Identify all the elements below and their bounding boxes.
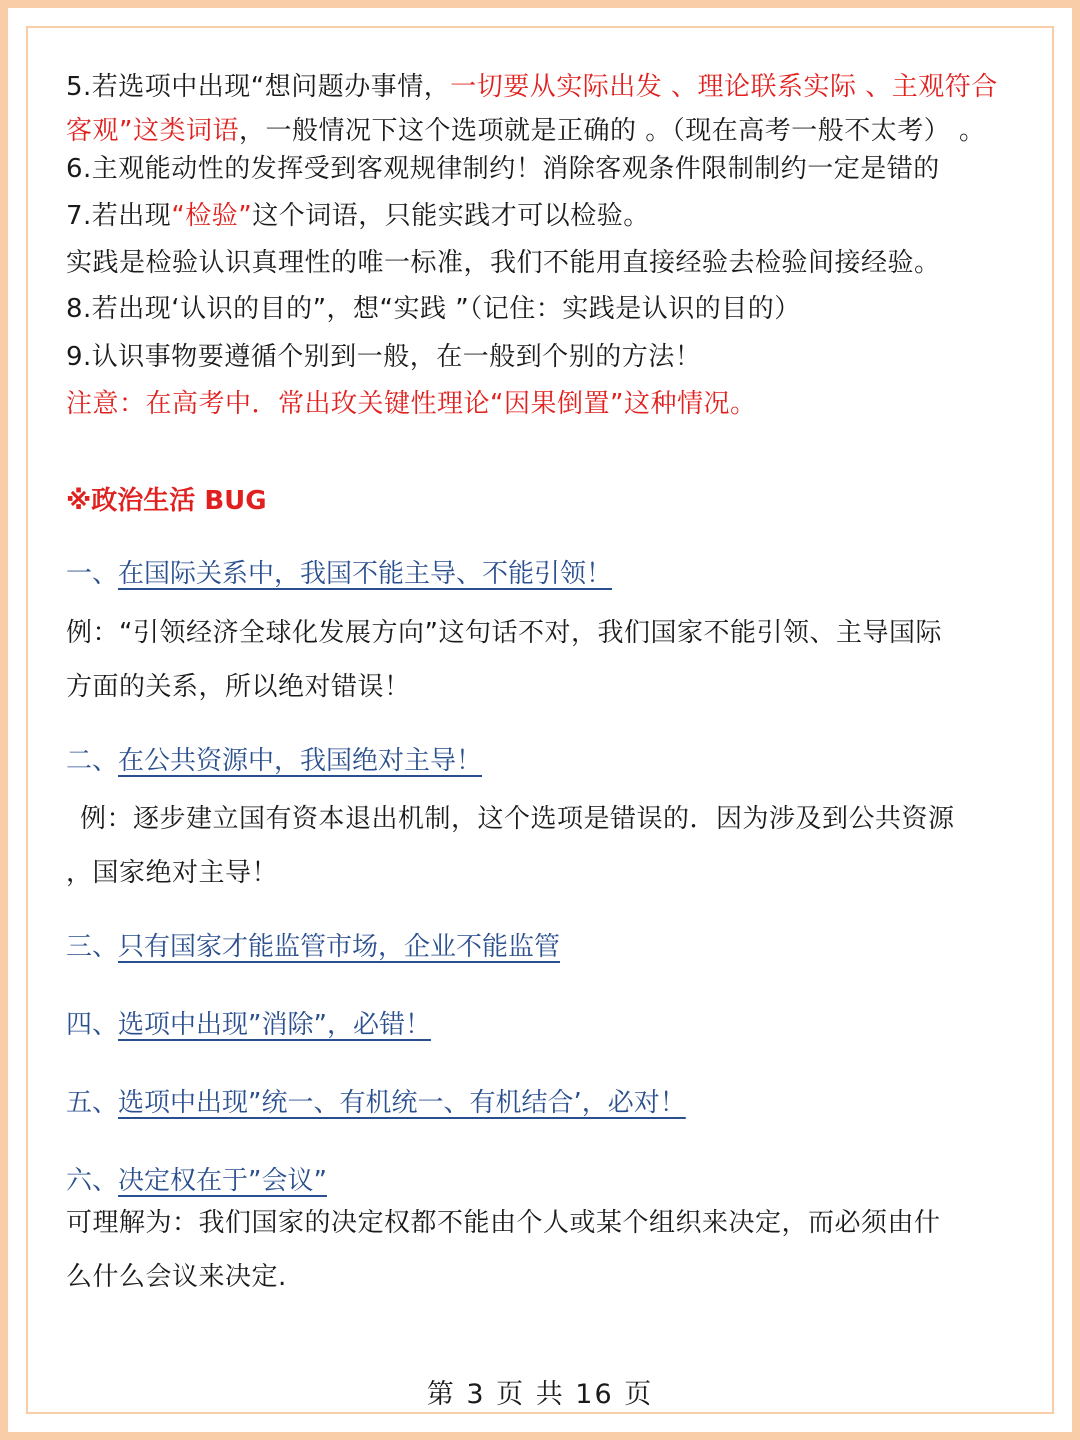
tip-5-line-2 [66,110,986,147]
tip-7 [66,195,650,232]
point-5-heading [66,1082,686,1119]
point-3-number: 三、 [66,932,119,962]
point-1-example-2: 方面的关系，所以绝对错误！ [66,672,411,702]
tip-7-text-2: 这个词语，只能实践才可以检验。 [252,201,650,231]
tip-5-line-1 [66,66,998,103]
tip-6: 6.主观能动性的发挥受到客观规律制约！消除客观条件限制制约一定是错的 [66,154,940,184]
point-4-heading [66,1004,431,1041]
point-1-heading [66,553,612,590]
point-6-title: 决定权在于”会议” [118,1166,327,1196]
tip-7-highlight: “检验” [171,201,253,231]
tip-5-highlight: 一切要从实际出发 、理论联系实际 、主观符合 [450,72,998,102]
tip-7-text: 7.若出现 [66,201,172,231]
point-2-example-2: ，国家绝对主导！ [66,858,279,888]
point-6-explanation-2: 么什么会议来决定. [66,1262,287,1292]
point-6-number: 六、 [66,1166,119,1196]
page-number: 第 3 页 共 16 页 [426,1379,654,1410]
point-1-title: 在国际关系中，我国不能主导、不能引领！ [118,559,613,589]
point-5-number: 五、 [66,1088,119,1118]
section-title: ※政治生活 BUG [66,486,267,516]
point-4-number: 四、 [66,1010,119,1040]
tip-8: 8.若出现‘认识的目的”，想“实践 ”（记住：实践是认识的目的） [66,294,801,324]
point-1-example-1: 例：“引领经济全球化发展方向”这句话不对，我们国家不能引领、主导国际 [66,618,942,648]
point-2-number: 二、 [66,746,119,776]
point-2-heading [66,740,482,777]
tip-5-text: 5.若选项中出现“想问题办事情， [66,72,451,102]
point-3-title: 只有国家才能监管市场，企业不能监管 [118,932,561,962]
point-4-title: 选项中出现”消除”，必错！ [118,1010,431,1040]
point-3-heading [66,926,560,963]
note: 注意：在高考中．常出玫关键性理论“因果倒置”这种情况。 [66,389,757,419]
tip-7-detail: 实践是检验认识真理性的唯一标准，我们不能用直接经验去检验间接经验。 [66,248,941,278]
point-6-explanation-1: 可理解为：我们国家的决定权都不能由个人或某个组织来决定，而必须由什 [66,1208,941,1238]
point-5-title: 选项中出现”统一、有机统一、有机结合’，必对！ [118,1088,686,1118]
point-2-title: 在公共资源中，我国绝对主导！ [118,746,483,776]
tip-5-text-2: ，一般情况下这个选项就是正确的 。（现在高考一般不太考） 。 [238,116,986,146]
point-2-example-1: 例：逐步建立国有资本退出机制，这个选项是错误的．因为涉及到公共资源 [80,804,955,834]
tip-9: 9.认识事物要遵循个别到一般，在一般到个别的方法！ [66,342,702,372]
point-6-heading [66,1160,327,1197]
tip-5-highlight-2: 客观”这类词语 [66,116,239,146]
point-1-number: 一、 [66,559,119,589]
